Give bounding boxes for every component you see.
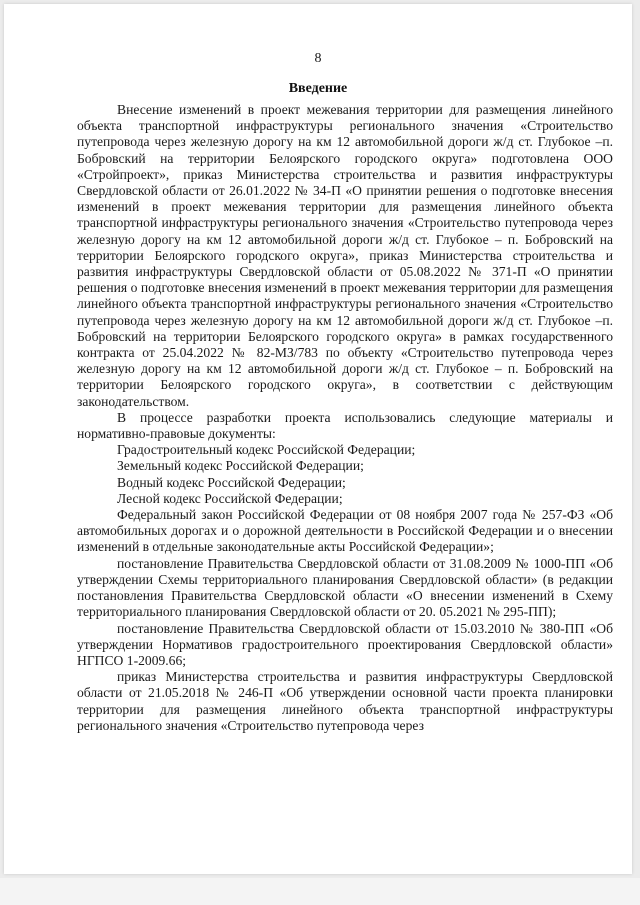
list-item-federal-law: Федеральный закон Российской Федерации от 08 ноября 2007 года № 257-ФЗ «Об автомобильных дорогах и о дорожной деятельности в Российской Федерации и о внесении изменений в отдельные законодательные акты Российской Федерации»; bbox=[77, 507, 613, 555]
list-item-grad-code: Градостроительный кодекс Российской Федерации; bbox=[117, 442, 416, 458]
section-title: Введение bbox=[288, 81, 348, 96]
list-item-resolution-380: постановление Правительства Свердловской области от 15.03.2010 № 380-ПП «Об утверждении Нормативов градостроительного проектирования Свердловской области» НГПСО 1-2009.66; bbox=[77, 620, 613, 668]
paragraph-intro: Внесение изменений в проект межевания территории для размещения линейного объекта транспортной инфраструктуры регионального значения «Строительство путепровода через железную дорогу на км 12 автомобильной дороги ж/д ст. Глубокое –п. Бобровский на территории Белоярского городского округа» подготовлена ООО «Стройпроект», приказ Министерства строительства и развития инфраструктуры Свердловской области от 26.01.2022 № 34-П «О принятии решения о подготовке внесения изменений в проект межевания территории для размещения линейного объекта транспортной инфраструктуры регионального значения «Строительство путепровода через железную дорогу на км 12 автомобильной дороги ж/д ст. Глубокое – п. Бобровский на территории Белоярского городского округа», приказ Министерства строительства и развития инфраструктуры Свердловской области от 05.08.2022 № 371-П «О принятии решения о подготовке внесения изменений в проект межевания территории для размещения линейного объекта транспортной инфраструктуры регионального значения «Строительство путепровода через железную дорогу на км 12 автомобильной дороги ж/д ст. Глубокое –п. Бобровский на территории Белоярского городского округа» в рамках государственного контракта от 25.04.2022 № 82-МЗ/783 по объекту «Строительство путепровода через железную дорогу на км 12 автомобильной дороги ж/д ст. Глубокое – п. Бобровский на территории Белоярского городского округа», в соответствии с действующим законодательством. bbox=[77, 102, 613, 409]
list-item-order-246: приказ Министерства строительства и развития инфраструктуры Свердловской области от 21.05.2018 № 246-П «Об утверждении основной части проекта планировки территории для размещения линейного объекта транспортной инфраструктуры регионального значения «Строительство путепровода через bbox=[77, 669, 613, 733]
list-item-resolution-1000: постановление Правительства Свердловской области от 31.08.2009 № 1000-ПП «Об утверждении Схемы территориального планирования Свердловской области» (в редакции постановления Правительства Свердловской области «О внесении изменений в Схему территориального планирования Свердловской области от 20. 05.2021 № 295-ПП); bbox=[77, 555, 613, 620]
paragraph-materials-intro: В процессе разработки проекта использовались следующие материалы и нормативно-правовые документы: bbox=[77, 409, 613, 442]
list-item-forest-code: Лесной кодекс Российской Федерации; bbox=[117, 490, 343, 506]
viewer-bottom-strip bbox=[0, 878, 640, 905]
list-item-land-code: Земельный кодекс Российской Федерации; bbox=[117, 458, 364, 474]
document-body bbox=[77, 102, 613, 734]
list-item-water-code: Водный кодекс Российской Федерации; bbox=[117, 474, 346, 490]
document-page bbox=[4, 4, 632, 874]
page-number: 8 bbox=[314, 51, 322, 66]
